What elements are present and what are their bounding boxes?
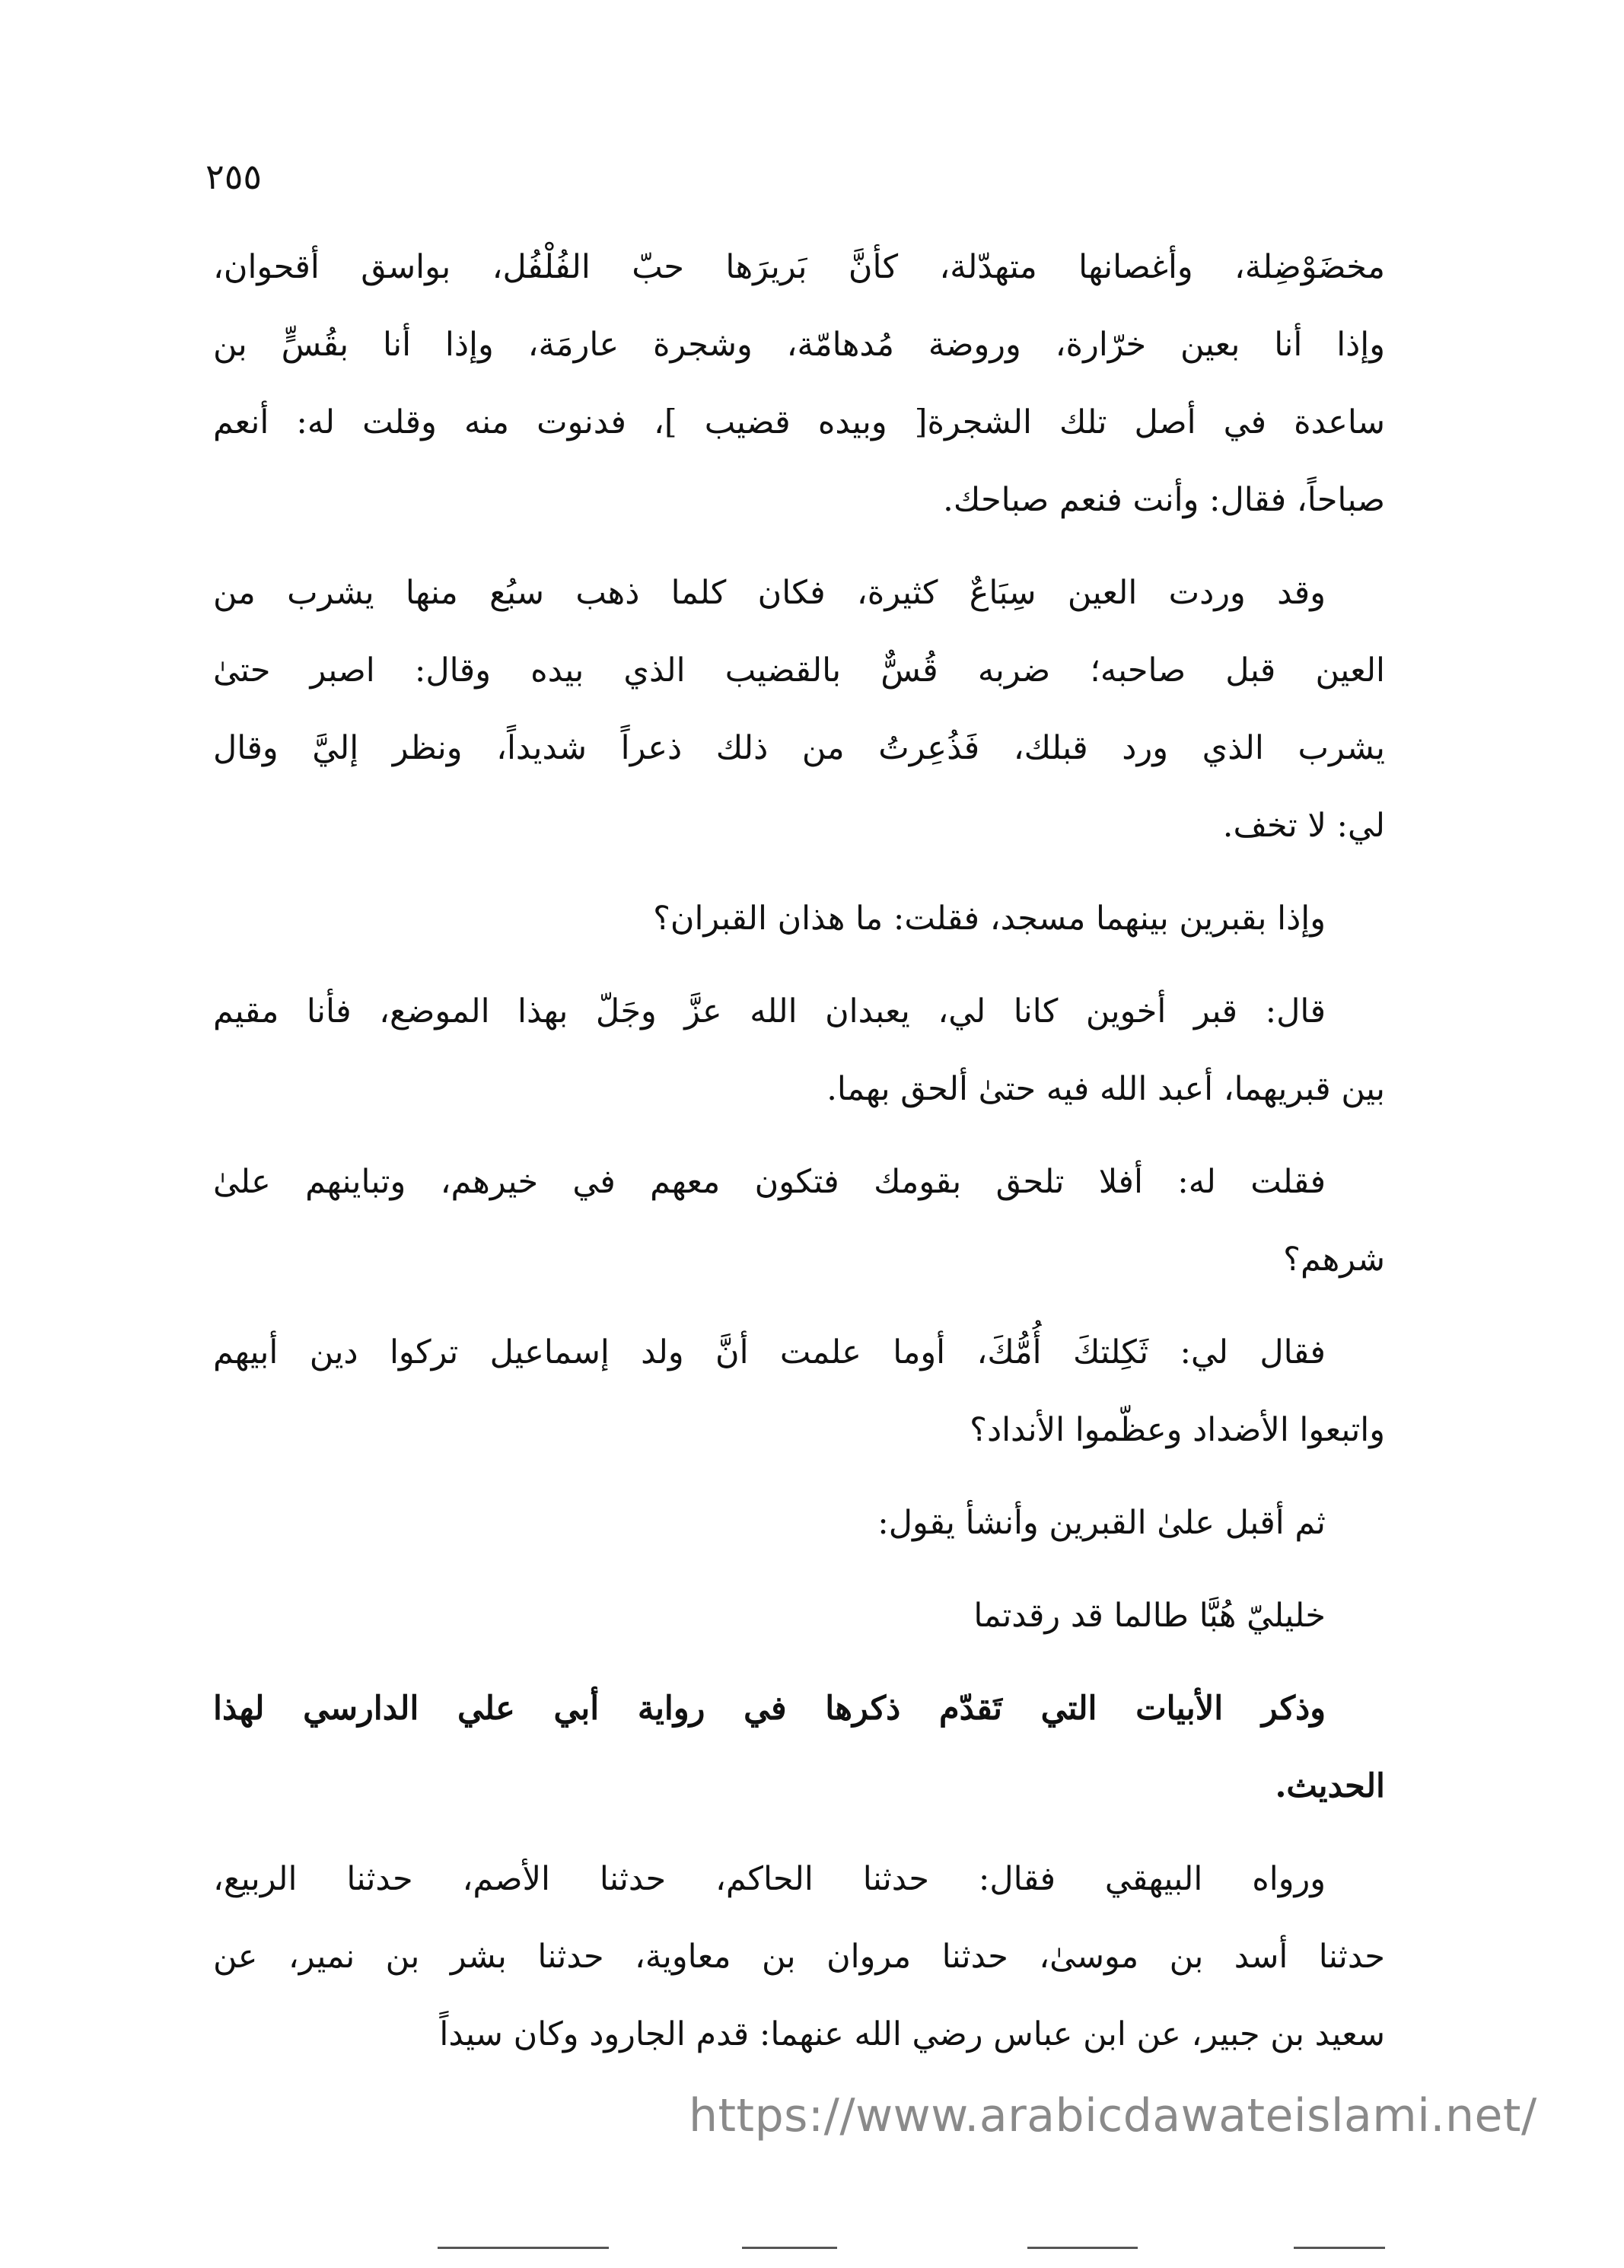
text-line: ورواه البيهقي فقال: حدثنا الحاكم، حدثنا الأصم، حدثنا الربيع، — [213, 1860, 1326, 1898]
text-line: صباحاً، فقال: وأنت فنعم صباحك. — [943, 481, 1385, 519]
paragraph — [213, 880, 1385, 957]
text-line: يشرب الذي ورد قبلك، فَذُعِرتُ من ذلك ذعراً شديداً، ونظر إليَّ وقال — [213, 729, 1385, 767]
paragraph — [213, 1314, 1385, 1469]
text-line: حدثنا أسد بن موسىٰ، حدثنا مروان بن معاوية، حدثنا بشر بن نمير، عن — [213, 1938, 1385, 1976]
text-line: خليليّ هُبَّا طالما قد رقدتما — [973, 1597, 1326, 1635]
paragraph — [213, 1577, 1385, 1655]
footer-rule — [1027, 2247, 1138, 2249]
text-line: لي: لا تخف. — [1222, 807, 1385, 845]
text-line: وذكر الأبيات التي تَقدّم ذكرها في رواية أبي علي الدارسي لهذا — [213, 1690, 1326, 1728]
paragraph — [213, 973, 1385, 1128]
text-line: شرهم؟ — [1283, 1241, 1385, 1279]
paragraph — [213, 554, 1385, 865]
text-line: قال: قبر أخوين كانا لي، يعبدان الله عزَّ وجَلّ بهذا الموضع، فأنا مقيم — [213, 992, 1326, 1030]
page-number: ٢٥٥ — [205, 156, 263, 197]
text-line: العين قبل صاحبه؛ ضربه قُسٌّ بالقضيب الذي بيده وقال: اصبر حتىٰ — [213, 651, 1385, 690]
footer-rule — [742, 2247, 837, 2249]
paragraph — [213, 1484, 1385, 1562]
paragraph — [213, 1840, 1385, 2073]
text-line: الحديث. — [1275, 1767, 1385, 1805]
text-line: مخضَوْضِلة، وأغصانها متهدّلة، كأنَّ بَريرَها حبّ الفُلْفُل، بواسق أقحوان، — [213, 248, 1385, 286]
text-line: وإذا بقبرين بينهما مسجد، فقلت: ما هذان القبران؟ — [653, 900, 1326, 938]
text-line: ساعدة في أصل تلك الشجرة[ وبيده قضيب ]، فدنوت منه وقلت له: أنعم — [213, 403, 1385, 441]
text-line: وقد وردت العين سِبَاعٌ كثيرة، فكان كلما ذهب سبُع منها يشرب من — [213, 574, 1326, 612]
body-text — [213, 228, 1385, 2088]
text-line: فقلت له: أفلا تلحق بقومك فتكون معهم في خيرهم، وتباينهم علىٰ — [213, 1163, 1326, 1201]
text-line: واتبعوا الأضداد وعظّموا الأنداد؟ — [970, 1411, 1385, 1449]
paragraph — [213, 1143, 1385, 1298]
text-line: فقال لي: ثَكِلتكَ أُمُّكَ، أوما علمت أنَّ ولد إسماعيل تركوا دين أبيهم — [213, 1333, 1326, 1371]
footer-rules — [0, 2247, 1624, 2254]
footer-rule — [1294, 2247, 1385, 2249]
footer-rule — [438, 2247, 609, 2249]
paragraph — [213, 228, 1385, 539]
text-line: وإذا أنا بعين خرّارة، وروضة مُدهامّة، وشجرة عارمَة، وإذا أنا بقُسٍّ بن — [213, 326, 1385, 364]
watermark-url: https://www.arabicdawateislami.net/ — [689, 2089, 1537, 2142]
text-line: ثم أقبل علىٰ القبرين وأنشأ يقول: — [877, 1504, 1326, 1542]
text-line: سعيد بن جبير، عن ابن عباس رضي الله عنهما: قدم الجارود وكان سيداً — [439, 2015, 1385, 2053]
text-line: بين قبريهما، أعبد الله فيه حتىٰ ألحق بهما. — [826, 1070, 1385, 1108]
paragraph — [213, 1670, 1385, 1825]
